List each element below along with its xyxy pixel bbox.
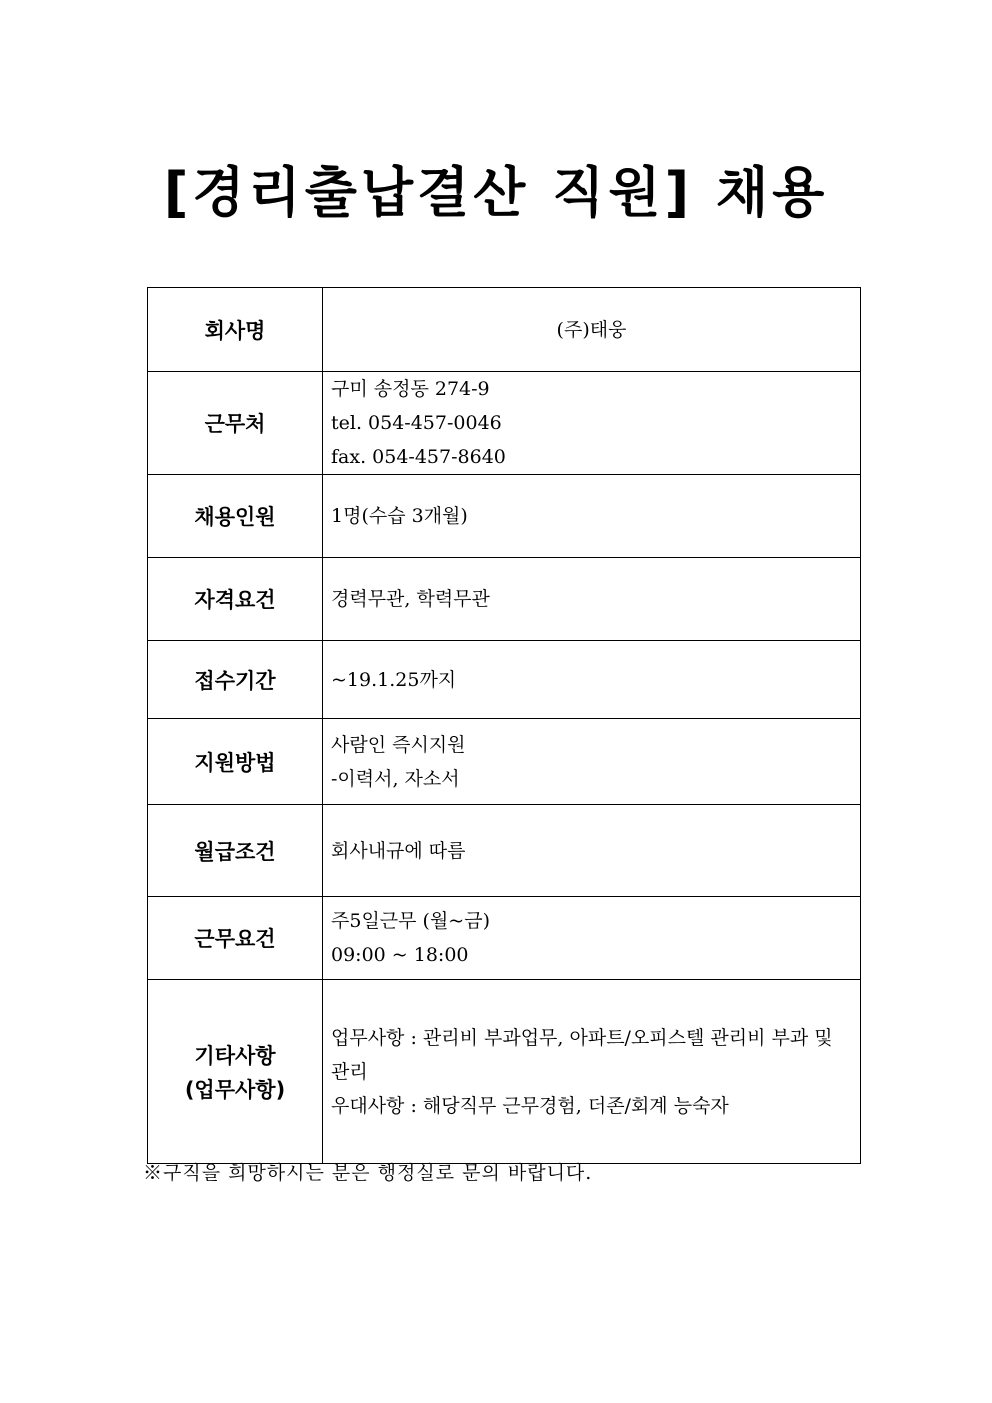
value-application-method — [323, 719, 861, 805]
table-row — [148, 897, 861, 980]
work-hours: 09:00 ~ 18:00 — [331, 944, 469, 966]
value-other — [323, 980, 861, 1164]
table-row — [148, 288, 861, 372]
label-workplace: 근무처 — [148, 372, 323, 475]
contact-note: ※구직을 희망하시는 분은 행정실로 문의 바랍니다. — [143, 1162, 593, 1184]
salary-text: 회사내규에 따름 — [331, 839, 466, 862]
workplace-address: 구미 송정동 274-9 — [331, 378, 490, 400]
table-row — [148, 558, 861, 641]
table-row — [148, 719, 861, 805]
value-application-period — [323, 641, 861, 719]
label-application-period: 접수기간 — [148, 641, 323, 719]
label-qualifications: 자격요건 — [148, 558, 323, 641]
label-salary: 월급조건 — [148, 805, 323, 897]
workplace-tel: tel. 054-457-0046 — [331, 412, 502, 434]
value-workplace — [323, 372, 861, 475]
table-row — [148, 475, 861, 558]
company-name: (주)태웅 — [556, 318, 627, 341]
value-work-conditions — [323, 897, 861, 980]
value-qualifications — [323, 558, 861, 641]
label-work-conditions: 근무요건 — [148, 897, 323, 980]
label-other-line-1: 기타사항 — [194, 1043, 276, 1068]
value-headcount — [323, 475, 861, 558]
application-period-text: ~19.1.25까지 — [331, 668, 457, 691]
duties-text: 업무사항 : 관리비 부과업무, 아파트/오피스텔 관리비 부과 및 관리 — [331, 1026, 833, 1083]
headcount-text: 1명(수습 3개월) — [331, 505, 468, 527]
label-application-method: 지원방법 — [148, 719, 323, 805]
workplace-fax: fax. 054-457-8640 — [331, 446, 506, 468]
table-row — [148, 805, 861, 897]
label-other — [148, 980, 323, 1164]
value-salary — [323, 805, 861, 897]
job-info-table — [147, 287, 861, 1164]
value-company-name — [323, 288, 861, 372]
application-method-line-1: 사람인 즉시지원 — [331, 733, 466, 756]
label-headcount: 채용인원 — [148, 475, 323, 558]
work-days: 주5일근무 (월~금) — [331, 910, 490, 932]
application-method-line-2: -이력서, 자소서 — [331, 767, 460, 790]
page-title: [경리출납결산 직원] 채용 — [163, 161, 829, 224]
table-row — [148, 372, 861, 475]
table-row — [148, 641, 861, 719]
label-other-line-2: (업무사항) — [184, 1077, 286, 1102]
qualifications-text: 경력무관, 학력무관 — [331, 588, 490, 610]
table-row — [148, 980, 861, 1164]
label-company-name: 회사명 — [148, 288, 323, 372]
preferences-text: 우대사항 : 해당직무 근무경험, 더존/회계 능숙자 — [331, 1094, 729, 1117]
